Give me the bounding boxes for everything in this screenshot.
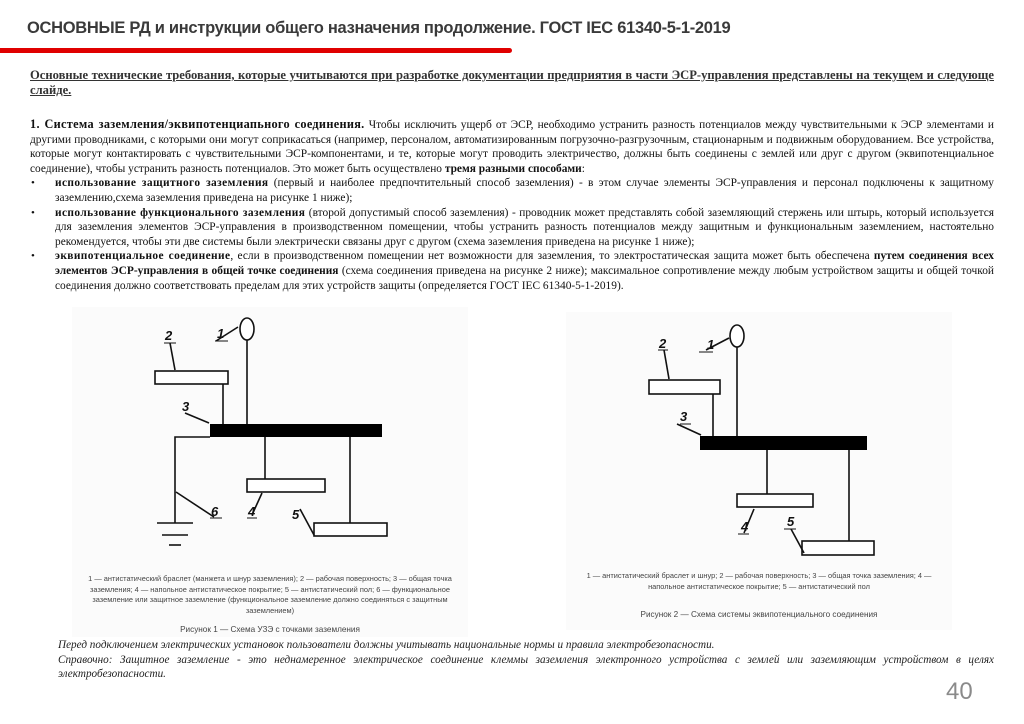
bullet-bold: использование функционального заземления bbox=[55, 206, 306, 219]
figure-1-caption: Рисунок 1 — Схема УЗЭ с точками заземления bbox=[180, 625, 360, 634]
bullet-text: (второй допустимый способ заземления) - проводник может представлять собой заземляющий стержень или штырь, который используется для заземления элементов ЭСР-управления в производственном помещении, чтобы устранить разность потенциалов между защитным и функциональным заземлением, настоятельно рекомендуется, чтобы эти две системы были электрически связаны друг с другом (схема заземления приведена на рисунке 1 ниже); bbox=[55, 206, 994, 248]
bullet-text: (первый и наиболее предпочтительный способ заземления) - в этом случае элементы ЭСР-управления и персонал подключены к защитному заземлению,схема заземления приведена на рисунке 1 ниже); bbox=[55, 177, 994, 204]
figure-2 bbox=[566, 312, 952, 630]
section-text: Чтобы исключить ущерб от ЭСР, необходимо устранить разность потенциалов между чувствительными к ЭСР элементами и другими проводниками, с которыми они могут соприкасаться (например, персоналом, автоматизированным погрузочно-разгрузочным, стационарным и подвижным оборудованием. Все устройства, которые могут контактировать с чувствительными ЭСР-компонентами, и те, которые могут проводить электричество, должны быть соединены с землей или друг с другом (эквипотенциальное соединение), чтобы устранить разность потенциалов. Это может быть осуществлено bbox=[30, 119, 994, 175]
label-5: 5 bbox=[787, 514, 795, 529]
bullet-bold: использование защитного заземления bbox=[55, 177, 269, 190]
page-title: ОСНОВНЫЕ РД и инструкции общего назначения продолжение. ГОСТ IEC 61340-5-1-2019 bbox=[27, 19, 731, 37]
figure-2-caption: Рисунок 2 — Схема системы эквипотенциального соединения bbox=[640, 610, 878, 619]
section-text-end: : bbox=[581, 162, 585, 175]
section-text-bold: тремя разными способами bbox=[444, 162, 582, 175]
label-5: 5 bbox=[292, 507, 300, 522]
figure-1 bbox=[72, 307, 468, 637]
bullet-bold: путем соединения всех элементов ЭСР-управления в общей точке соединения bbox=[55, 250, 994, 277]
methods-list bbox=[30, 176, 994, 293]
bullet-text: , если в производственном помещении нет возможности для заземления, то электростатическая защита может быть обеспечена bbox=[230, 250, 874, 263]
label-6: 6 bbox=[211, 504, 219, 519]
label-3: 3 bbox=[182, 399, 190, 414]
section-grounding bbox=[30, 117, 994, 293]
list-item bbox=[30, 206, 994, 250]
footnote bbox=[58, 638, 994, 682]
label-2: 2 bbox=[165, 328, 173, 343]
section-paragraph bbox=[30, 117, 994, 176]
title-accent-bar bbox=[0, 48, 512, 53]
intro-paragraph: Основные технические требования, которые учитываются при разработке документации предприятия в части ЭСР-управления представлены на текущем и следующе слайде. bbox=[30, 68, 994, 97]
section-heading: 1. Система заземления/эквипотенциапьного соединения. bbox=[30, 117, 365, 131]
label-1: 1 bbox=[217, 326, 225, 341]
figure-2-legend: 1 — антистатический браслет и шнур; 2 — рабочая поверхность; 3 — общая точка заземления; 4 — напольное антистатическое покрытие; 5 — антистатический пол bbox=[586, 571, 932, 591]
footnote-line-1: Перед подключением электрических установок пользователи должны учитывать национальные нормы и правила электробезопасности. bbox=[58, 639, 715, 651]
bullet-text: (схема соединения приведена на рисунке 2 ниже); максимальное сопротивление между любым устройством защиты и общей точкой соединения должно соответствовать пределам для этих устройств защиты (определяется ГОСТ IEC 61340-5-1-2019). bbox=[55, 264, 994, 292]
label-2: 2 bbox=[659, 336, 667, 351]
figure-1-legend: 1 — антистатический браслет (манжета и шнур заземления); 2 — рабочая поверхность; 3 — общая точка заземления; 4 — напольное антистатическое покрытие; 5 — антистатический пол; 6 — функциональное заземление или защитное заземление (функциональное заземление должно соединяться с защитным заземлением) bbox=[88, 574, 452, 615]
label-4: 4 bbox=[248, 504, 256, 519]
page-number: 40 bbox=[946, 678, 973, 705]
label-4: 4 bbox=[741, 519, 749, 534]
list-item bbox=[30, 176, 994, 205]
label-3: 3 bbox=[680, 409, 688, 424]
label-1: 1 bbox=[707, 337, 715, 352]
footnote-line-2: Справочно: Защитное заземление - это неднамеренное электрическое соединение клеммы заземления электронного устройства с землей или заземляющим устройством в целях электробезопасности. bbox=[58, 653, 994, 680]
bullet-bold: эквипотенциальное соединение bbox=[55, 250, 231, 263]
list-item bbox=[30, 249, 994, 293]
